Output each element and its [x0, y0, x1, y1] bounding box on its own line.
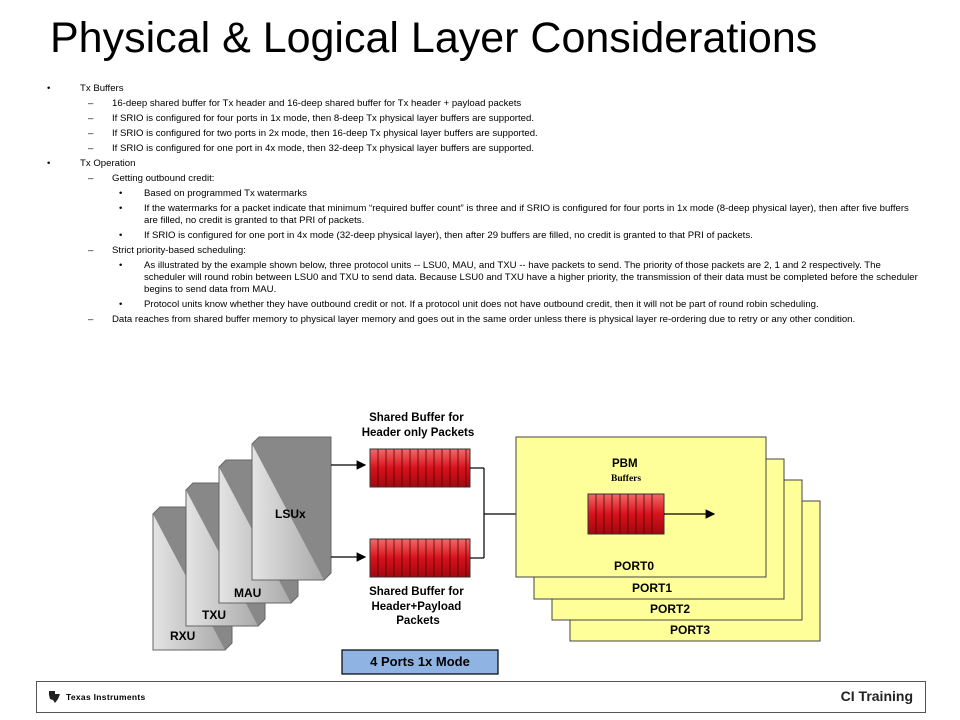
dash-marker: – — [88, 245, 94, 256]
pbm-sublabel: Buffers — [611, 474, 642, 484]
dash-marker: – — [88, 173, 94, 184]
bullet-text: If SRIO is configured for one port in 4x mode (32-deep physical layer), then after 29 buffers are filled, no credit is granted to that PRI of packets. — [144, 230, 753, 241]
slide-title: Physical & Logical Layer Considerations — [50, 14, 818, 62]
unit-label-mau: MAU — [234, 586, 262, 600]
ti-logo — [47, 690, 146, 704]
pbm-buffer — [588, 494, 664, 534]
bullet-dot: • — [119, 188, 123, 199]
header-buffer-label: Shared Buffer for Header only Packets — [361, 412, 475, 439]
bullet-dot: • — [47, 83, 51, 94]
bullet-text: If SRIO is configured for one port in 4x mode, then 32-deep Tx physical layer buffers are supported. — [112, 143, 535, 154]
unit-label-rxu: RXU — [170, 629, 196, 643]
bullet-text: Tx Operation — [80, 158, 136, 169]
slide-footer — [36, 681, 926, 713]
dash-marker: – — [88, 143, 94, 154]
bullet-dot: • — [119, 230, 123, 241]
port0-label: PORT0 — [614, 559, 655, 573]
mode-badge-text: 4 Ports 1x Mode — [370, 654, 470, 669]
bullet-text: Strict priority-based scheduling: — [112, 245, 246, 256]
bullet-text: Data reaches from shared buffer memory to physical layer memory and goes out in the same order unless there is physical layer re-ordering due to retry or any other condition. — [112, 314, 856, 325]
port2-label: PORT2 — [650, 602, 691, 616]
header-shared-buffer — [370, 449, 470, 487]
bullet-text: If SRIO is configured for two ports in 2x mode, then 16-deep Tx physical layer buffers are supported. — [112, 128, 538, 139]
dash-marker: – — [88, 314, 94, 325]
bullet-text: 16-deep shared buffer for Tx header and 16-deep shared buffer for Tx header + payload packets — [112, 98, 522, 109]
bullet-dot: • — [119, 299, 123, 310]
bullet-dot: • — [119, 260, 123, 271]
ti-map-icon — [47, 690, 61, 704]
payload-buffer-label: Shared Buffer for Header+Payload Packets — [369, 586, 464, 627]
pbm-label: PBM — [612, 458, 638, 470]
bullet-text: If SRIO is configured for four ports in 1x mode, then 8-deep Tx physical layer buffers are supported. — [112, 113, 534, 124]
dash-marker: – — [88, 98, 94, 109]
bullet-text: If the watermarks for a packet indicate that minimum “required buffer count” is three and if SRIO is configured for four ports in 1x mode (8-deep physical layer), then after five buffers are filled, no credit is granted to that PRI of packets. — [144, 203, 909, 226]
bullet-text: Protocol units know whether they have outbound credit or not. If a protocol unit does not have outbound credit, then it will not be part of round robin scheduling. — [144, 299, 819, 310]
bullet-text: Based on programmed Tx watermarks — [144, 188, 307, 199]
bullet-text: Getting outbound credit: — [112, 173, 215, 184]
port1-label: PORT1 — [632, 581, 673, 595]
bullet-dot: • — [47, 158, 51, 169]
bullet-dot: • — [119, 203, 123, 214]
unit-label-txu: TXU — [202, 608, 226, 622]
course-name: CI Training — [840, 688, 913, 704]
unit-label-lsux: LSUx — [275, 507, 306, 521]
payload-shared-buffer — [370, 539, 470, 577]
company-name: Texas Instruments — [66, 692, 146, 702]
dash-marker: – — [88, 113, 94, 124]
port3-label: PORT3 — [670, 623, 711, 637]
bullet-text: Tx Buffers — [80, 83, 124, 94]
dash-marker: – — [88, 128, 94, 139]
bullet-text: As illustrated by the example shown below, three protocol units -- LSU0, MAU, and TXU -- have packets to send. The priority of those packets are 2, 1 and 2 respectively. The scheduler will round robin between LSU0 and TXU to send data. Because LSU0 and TXU have a higher priority, the transmission of their data must be completed before the scheduler begins to send data from MAU. — [144, 260, 918, 295]
